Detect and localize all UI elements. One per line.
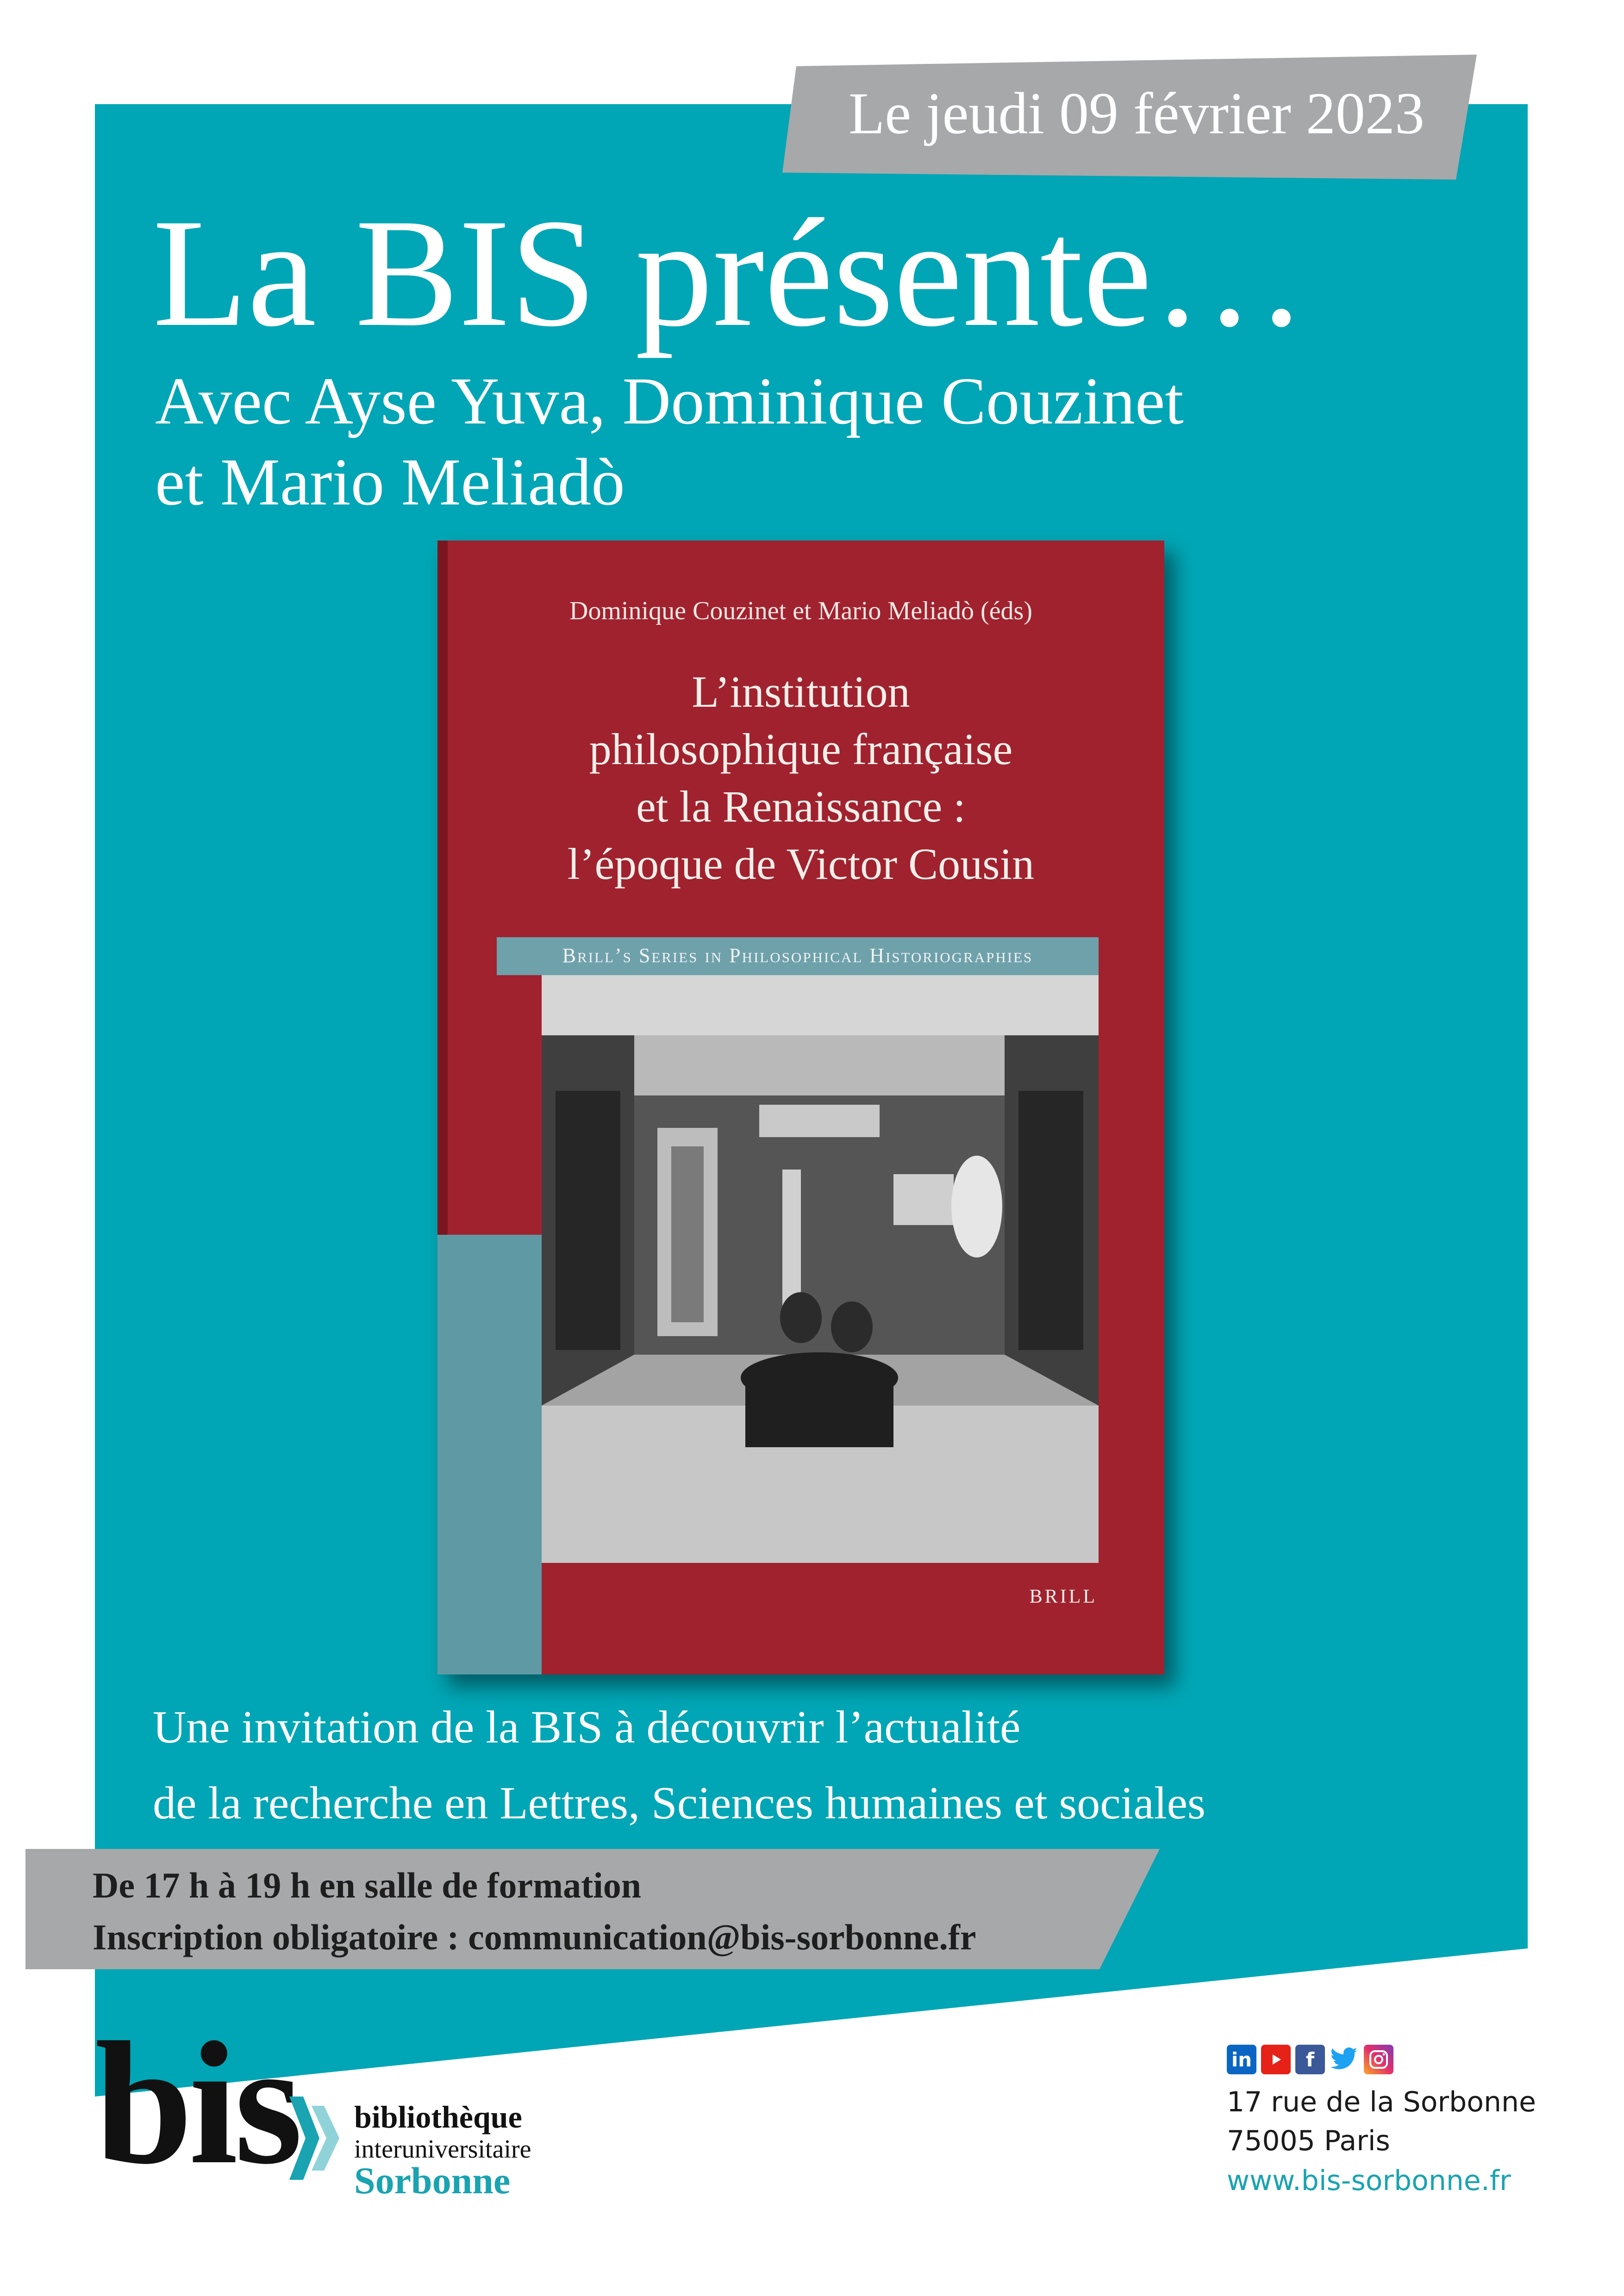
guests-line-1: Avec Ayse Yuva, Dominique Couzinet bbox=[155, 364, 1184, 438]
book-title-line-2: philosophique française bbox=[589, 724, 1013, 774]
invitation-text bbox=[153, 1689, 1206, 1841]
logo-line-3: Sorbonne bbox=[354, 2159, 511, 2202]
social-icons bbox=[1227, 2045, 1393, 2074]
book-title-line-1: L’institution bbox=[692, 667, 910, 716]
book-title-line-4: l’époque de Victor Cousin bbox=[567, 839, 1035, 889]
practical-info bbox=[93, 1860, 976, 1963]
book-title-line-3: et la Renaissance : bbox=[636, 782, 966, 831]
logo-line-2: interuniversitaire bbox=[354, 2135, 531, 2164]
event-guests bbox=[155, 361, 1184, 523]
linkedin-icon[interactable]: in bbox=[1227, 2045, 1256, 2074]
facebook-icon[interactable]: f bbox=[1295, 2045, 1325, 2074]
address-street: 17 rue de la Sorbonne bbox=[1227, 2086, 1536, 2118]
logo-line-1: bibliothèque bbox=[354, 2099, 522, 2134]
book-cover bbox=[437, 541, 1164, 1674]
postal-address bbox=[1227, 2083, 1536, 2160]
registration-text[interactable]: Inscription obligatoire : communication@bis-sorbonne.fr bbox=[93, 1917, 976, 1957]
instagram-icon[interactable] bbox=[1364, 2045, 1393, 2074]
book-title bbox=[437, 663, 1164, 893]
schedule-text: De 17 h à 19 h en salle de formation bbox=[93, 1865, 642, 1905]
bis-logo-mark: bis bbox=[95, 2006, 299, 2201]
book-series-bar bbox=[497, 937, 1099, 975]
event-date: Le jeudi 09 février 2023 bbox=[849, 81, 1424, 146]
twitter-icon[interactable] bbox=[1330, 2045, 1359, 2074]
library-engraving-image bbox=[542, 975, 1099, 1563]
guests-line-2: et Mario Meliadò bbox=[155, 445, 625, 519]
youtube-icon[interactable] bbox=[1261, 2045, 1291, 2074]
chevron-logo-icon bbox=[289, 2097, 345, 2180]
event-title: La BIS présente… bbox=[153, 187, 1307, 359]
address-city: 75005 Paris bbox=[1227, 2125, 1390, 2157]
book-blue-band bbox=[437, 1235, 542, 1674]
book-publisher: BRILL bbox=[1029, 1586, 1097, 1607]
invitation-line-2: de la recherche en Lettres, Sciences humaines et sociales bbox=[153, 1777, 1206, 1829]
book-series: Brill’s Series in Philosophical Historiographies bbox=[562, 944, 1033, 967]
invitation-line-1: Une invitation de la BIS à découvrir l’actualité bbox=[153, 1701, 1021, 1753]
website-link[interactable]: www.bis-sorbonne.fr bbox=[1227, 2165, 1511, 2197]
book-editors: Dominique Couzinet et Mario Meliadò (éds) bbox=[569, 597, 1032, 625]
